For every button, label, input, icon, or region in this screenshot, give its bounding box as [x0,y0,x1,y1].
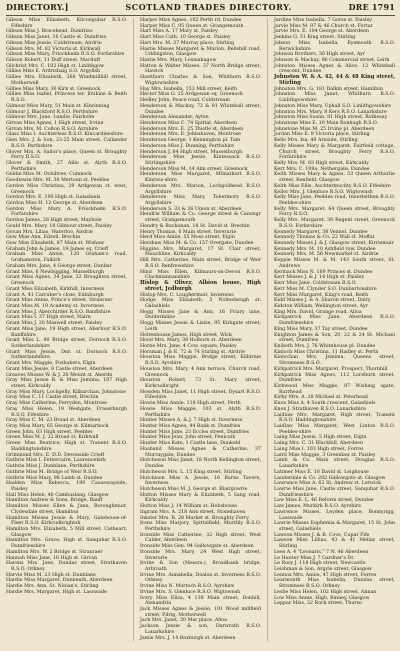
column-divider [133,18,134,641]
directory-entry: Green John, 63 High street, Peebles [6,429,93,435]
directory-entry: Hedley John, Peace road, Coldstream [140,98,230,104]
directory-entry: Kermack Miss N. 189 Princes st. Dundee [274,269,373,275]
directory-entry: Gray Miss Jessie R. & Miss Jemima, 107 High street, Kirkcaldy [6,378,127,389]
directory-entry: Grant Miss Elizabeth, Kirkhill, Inverness [6,286,105,292]
directory-entry: Hamilton Andrew & Sons, Bridge, Banff [6,498,103,504]
directory-entry: Hamilton Mrs. Grace, High st. Sanquhar R.S.O. Dumfriesshire [6,538,127,550]
directory-entry: Grant Miss Annie, Prince's street, Stranraer [6,298,113,304]
directory-entry: Gilmour Miss Mary, 51 Main st. Kilwinning [6,103,110,109]
directory-entry: Irvine Miss N. Murtoch R.S.O. Ayrshire [140,584,235,590]
directory-entry: Grant Miss M. 19 Academy st. Inverness [6,303,104,309]
directory-entry: Graham Mrs. Jane, 4 George street, Dunbar [6,263,112,269]
directory-entry: Goldie Miss M. Ochiltree, Cumnock [6,172,92,178]
directory-entry: Green Miss Beatrice, High st. Tranent R.S.O. Haddingtonshire [6,441,127,452]
directory-entry: Laidlaw Miss Margaret, West Linton R.S.O. Peebles-shire [274,424,395,435]
directory-columns [6,18,395,641]
directory-entry: Hall Miss Helen, 46 Cambuslang, Glasgow [6,492,109,498]
directory-entry: Kidd Misses J. & A. Sharon street, Dalry [274,298,371,304]
page-title: SCOTLAND TRADES DIRECTORY. [125,2,292,12]
directory-entry: Guthrie Miss J. Dunblane, Perthshire [6,464,95,470]
directory-entry: Knibeth Mrs. J. 76 Whitehouse pl. Dundee [274,343,376,349]
directory-entry: Grant Miss Jessie, Dnr. st. Dornoch R.S.O. Sutherlandshire [6,349,127,361]
directory-entry: Kinlochan Mrs. Jemima, Queens street, Stromness R.S.O. [274,355,395,367]
directory-entry: Irvine Mrs. S. Glenluce R.S.O. Wigtownsh [140,589,241,595]
directory-entry: Hendry & Buchanan, 18 St. David st. Brechin [140,223,250,229]
directory-entry: Gordon Miss H. 12 George st. Aberdeen [6,201,103,206]
directory-entry: Grant Miss, 6 Newbigging, Musselburgh [6,269,105,275]
directory-entry: Inkster Mrs. R. 28 Market st. Broughty Ferry [140,515,249,521]
directory-entry: Jack Mrs. Janet, 30 Mar place, Alloa [140,618,227,624]
directory-entry: Lawrie Misses Euphemia & Margaret, 15 St. John street, Galashiels [274,521,395,532]
directory-entry: Girvan Miss Agnes, 1 High street, Irvine [6,120,104,126]
directory-entry: Kirkpatrick Miss Agnes, 112 Loreburn street, Dumfries [274,372,395,384]
directory-entry: Ivory Miss Eliza, 4 138 Main street, Bonhill, Alexandria [140,595,261,607]
directory-entry: Latimer Miss E. 10 David st. Leighouse [274,469,369,475]
directory-entry: Kirkwood Miss Maggie, 87 Wishing sgate, Barrhead [274,384,395,395]
directory-entry: Kennedy Margaret, 38 Vennel, Dundee [274,229,368,235]
directory-entry: Jarvie Mrs. E. 104 George st. Aberdeen [274,29,369,35]
directory-entry: Johnston W. & A. 42, 44 & 48 King street, Stirling [274,74,395,86]
directory-entry: Henderson Mrs. E. 25 Thistle st. Aberdeen [140,126,244,132]
directory-entry: Kelly Mrs. Margaret, 64 Queen street, Broughty Ferry R.S.O. [274,206,395,218]
directory-entry: Henderson & Mackay, 72 & 81 Whitehall street, Dundee [140,103,261,115]
directory-entry: Hardie Mrs. Ann, St. Ninian's, Stirling [6,584,99,590]
directory-entry: Goodlewin Mrs. M. 30 Mertoun st. Peebles [6,178,110,184]
directory-entry: Henderson Mrs. E. Johnshaven, Montrose [140,132,241,138]
directory-entry: Lawson Misses J. & B. Cove, Cupar Fife [274,532,370,538]
directory-entry: Lawrie Miss Jane, Castle street, Sanquhar R.S.O. Dumfriesshire [274,486,395,498]
directory-entry: Hogg Misses Jessie & Lizzie, 95 Kirkgate street, Leith [140,321,261,332]
directory-entry: Hood Mrs. Mary, 38 Holburn st. Aberdeen [140,338,242,344]
directory-entry: Gibson Miss J. Bracehead, Dumfries [6,29,93,35]
directory-entry: Grant Miss I. 37 High street, Nairn [6,315,91,321]
directory-entry: Hutton Miss J. 14 William st. Hobsbouse [140,504,238,510]
directory-entry: Grant Miss Jessie, 8 Castle street, Aberdeen [6,366,113,372]
directory-entry: Grimmond Mrs. E. D.D. Devonside Crieff [6,452,105,458]
directory-entry: Hart Mrs. M. 37 Murray place, Stirling [140,40,235,46]
directory-entry: Law Miss E. L. 46 Reform street, Dundee [274,498,374,504]
directory-entry: Harper Miss C. 95 Queen st. Grangemouth [140,23,244,29]
directory-entry: Gow Miss Ann, Edzell, Brechin [6,235,81,241]
directory-entry: Johnston Mrs. G. 181 Dalkin street, Hamilton [274,86,384,92]
directory-entry: Henderson Miss M. 14 Alm street, Greenock [140,166,248,172]
directory-entry: Lamb & Co. Main street, Douglas R.S.O. Lanarkshire [274,458,395,470]
directory-entry: Kennedy Misses J. & J. Glasgow street, Kirriemuir [274,241,394,247]
directory-entry: Johnston Miss Mary, Uphall S.O. Linlithgowshire [274,103,391,109]
directory-entry: Gordon James, 28 High street, Mayhole [6,218,102,224]
directory-entry: Johnson & Mackay, 96 Commercial street, Leith [274,58,390,64]
directory-entry: Hannah Miss Jane, 18 High st. Girvan [6,555,98,561]
directory-entry: Hogg Misses Jane & Ann, 16 Friary lane, Dunfermline [140,309,261,321]
directory-entry: Kerr Miss Margaret, King's road, Beith [274,292,369,298]
directory-entry: Kennedy Mrs. M. 10 Ashfield row, Dundee [274,246,376,252]
directory-entry: Keith Miss Ellis, Auchtermuchty R.S.O. Fifeshire [274,183,391,189]
directory-entry: Henderson Miss Jessie, Kintessack R.S.O. Stirlingshire [140,155,261,166]
directory-entry: Knox Miss A. 4 South crescent, Galashiels [274,401,376,407]
directory-entry: Hunter Miss Agnes, 44 Bank st. Dumfries [140,424,241,430]
directory-entry: Hunter Miss Jane, 23 Eccles street, Dumfries [140,429,250,435]
directory-entry: Leppar Miss, 32 Rock street, Thurso [274,601,362,607]
directory-entry: Hamilton Mrs. Elizabeth, 5 Mill street, Catheart, Glasgow [6,526,127,538]
directory-entry: Leslie Miss Helen, 102 High street, Annan [274,589,377,595]
directory-entry: Ironside Miss Gen. 94 Gallowgate st. Aberdeen [140,544,254,550]
directory-entry: Grant A. 41 Carruber's close, Edinburgh [6,292,104,298]
directory-entry: Kirby Mrs. A. 28 Michael st. Peterhead [274,395,368,401]
directory-entry: Gillies Miss Isabel, Princess ter. Erskine & Beith R.S.O. [6,92,127,104]
directory-entry: Gibson Miss Elizabeth, Kilcongubar R.S.O. Fifeshire [6,18,127,29]
directory-entry: Hatton & Walter Misses, 37 North Bridge street, Hawick [140,63,261,75]
directory-entry: Jardine Miss Isabella, 7 Gorse st. Paisley [274,18,372,23]
directory-entry: Johnstone Miss E. 10 Main Bonhugh R.S.O. [274,120,379,126]
directory-entry: Hardie Miss Margaret, Dunbeath, Aberdeen [6,578,113,584]
directory-entry: Hutton Misses Mary & Elizabeth, 5 Sang road, Kirkcaldy [140,492,261,504]
directory-entry: Hadden Miss Rebecca, 190 Causewayside, Paisley [6,481,127,492]
directory-entry: Henry Thomas, 6 Main street, Inverurie [140,229,237,235]
directory-entry: Gillies Miss Mary, 36 Kirk st. Greenock [6,86,101,92]
directory-entry: Hodge Miss Elizabeth, 5 Noltesheugh st. Galashiels [140,298,261,309]
directory-entry: Hunter Miss Jean, John street, Penicuik [140,435,236,441]
directory-entry: Knox J. Strathaven R.S.O. Lanarkshire [274,406,366,412]
directory-entry: Johnston Mrs. Mary, 8 Kers R.S.O. Lanarkshire [274,109,387,115]
directory-column-3 [274,18,395,641]
directory-entry: Laing Mrs. C. 31 Blackhill, Aberdeen [274,441,364,447]
directory-entry: Knighton James & Son, 20, 22 & 24 St. Michael street, Dumfries [274,332,395,344]
directory-entry: Gow Miss Elizabeth, 87 Main st. Wishaw [6,241,105,247]
directory-entry: Henderson Mrs. Marion, Lochgoilhead R.S.O. Argyllshire [140,183,261,195]
directory-entry: Hunter Misses A. & J. 7 High st. Inverness [140,418,243,424]
directory-entry: Gibson Miss Janet, 16 Castle st. Dumfries [6,35,107,41]
directory-entry: Jordan Miss E. 9 Victoria place, Stirling [274,132,370,138]
directory-entry: Kennedy Mrs. M. 56 Newmarket st. Airdrie [274,252,379,258]
directory-entry: Govan Mrs. Lilias, Waterloo, Airdrie [6,229,93,235]
directory-entry: Houston Mrs. Mary, 4 Ann terrace, Church road, Greenock [140,366,261,378]
directory-entry: Johnson Brothers, 30 High street, Ayr [274,52,366,58]
directory-entry: Gibson Miss Jessie, Coldstream, Airdrie [6,40,102,46]
directory-entry: Jenkins G. 51 King street, Stirling [274,35,356,41]
directory-entry: Kirkpatrick Miss Jane, Aberdeen R.S.O. Dumfriesshire [274,315,395,327]
directory-entry: Hawthorn Charles & Son, Whithorn R.S.O. Wigtownshire [140,75,261,86]
directory-entry: Kelly Mrs. Margaret, 38 Regent street, Greenock R.S.O. Forfarshire [274,218,395,229]
directory-entry: Gray Miss Helen, 19 Westgate, Fraserburgh R.S.O. Fifeshire [6,406,127,418]
directory-entry: Henderson Miss Margaret, Milnathort R.S.O. Kinross-shire [140,172,261,184]
directory-entry: Gillies Miss E. Ardrishaig S.O. Argyllsh [6,69,101,75]
directory-entry: Hershaw Miss M. & Co. 157 Overgate, Dundee [140,241,254,247]
directory-entry: Horne Mrs. Jane, 4 Cow, square, Paisley [140,343,237,349]
directory-entry: Kidston William, Wellington street, Ayr [274,303,368,309]
directory-entry: Hendrie William & Co. George street & Canongr street, Grangemouth [140,212,261,224]
directory-entry: Hutcheson Mrs. L. 15 King street, Stirling [140,469,242,475]
directory-entry: Low Miss Annie, High, Binney, Glasgow [274,595,370,601]
directory-entry: Gray Miss Mary, 65 George st. Kilmarnock [6,424,109,430]
directory-entry: Glass Miss I. Auchterless R.S.O. Kincardineshire [6,132,123,138]
directory-entry: Jarvie Miss M. 97 & 46 Church st. Fortar [274,23,373,29]
directory-entry: Howden Miss Janet, 11 High street, Dysart R.S.O. Fifeshire [140,389,261,401]
directory-entry: Ironside Miss Catherine, 32 High street, West Calder, Aberdeen [140,532,261,544]
directory-entry: Gibson Mrs. M. 82 Victoria st. Kirkwall [6,46,101,52]
directory-entry: Ironside Mrs. Mary, 24 West High street, Inverurie [140,549,261,561]
directory-entry: Hutcheson Miss Janet, 18 North Kellington street, Dundee [140,458,262,470]
directory-entry: Kerr Misses J. & J. 14 High st. Paisley [274,275,365,281]
directory-entry: Hector Miss G. 15 Ardgowan sq. Greenock [140,92,243,98]
directory-entry: Laing Miss I. 103 High street, Forres [274,446,364,452]
directory-entry: Hastie Misses Margaret & Marion, Bellshill road, Uddingston, Glasgow [140,46,261,58]
directory-entry: Henderson S. 33 & 36 Union st. Aberdeen [140,206,242,212]
directory-entry: Gray Miss C. 11 Castle street, Brechin [6,395,99,401]
directory-entry: Grant Miss Jane, 19 High street, Aberlour R.S.O. Banffshire [6,326,127,338]
directory-entry: Le Hunter Miss J. 7 Gardner's Dr. [274,555,355,561]
directory-entry: Kerr Miss Jane, Coldstream R.S.O. [274,281,357,287]
directory-entry: Hart Miss Cath. 10 George st. Paisley [140,35,231,41]
directory-entry: Hislop & Oliver, Albion house, High street, Jedburgh [140,280,261,292]
directory-entry: Gould Mrs. Mary, 18 Gilmour street, Paisley [6,223,112,229]
directory-entry: Keith Misses Mary & Agnes, 33 Queen Arthurlie street, Renfield, Glasgow [274,172,395,184]
directory-entry: Lennox Mrs. Annie, 47 High street, Forres [274,572,377,578]
directory-entry: Johnston Misses Agnes & Alice, 12 Whitehall crescent, Dundee [274,63,395,75]
directory-entry: Hill Mrs. Catherine, Main street, Bridge of Weir R.S.O. Renfrewshire [140,258,261,269]
directory-entry: Howie Miss Annie, 118 High street, Perth [140,401,241,407]
directory-entry: Grant Miss J. Aberchirder R.S.O. Banffshire [6,309,111,315]
directory-entry: Kerr Miss M. Clynder S.O. Dunbartonshire [274,286,377,292]
directory-entry: Guthrie Miss I. Fettercairn, Laurencekirk [6,458,106,464]
directory-entry: Johnstone Miss M. 25 Irvine pl. Aberdeen [274,126,375,132]
directory-entry: Houston Miss Maggie, Bridge street, Kilbirnie R.S.O. Ayrshire [140,355,261,367]
directory-entry: Henderson Alexander, Ayton [140,115,209,121]
directory-entry: Jamie Mrs. J. 14 Roxburgh st. Aberdeen [140,635,236,641]
directory-entry: Keller Mrs. J. Glenluce R.S.O. Wigtownsh [274,189,373,195]
directory-column-2 [140,18,261,641]
directory-entry: Gibson Miss Mary, Friockheim R.S.O. Forfarshire [6,52,125,58]
directory-entry: Harper Miss Agnes, 102 Perth rd. Dundee [140,18,242,23]
directory-entry: Graham John & James, 19 James sq. Crieff [6,246,109,252]
directory-entry: Harvie Miss M. 23 High st. Dunblane [6,572,96,578]
directory-entry: Lauderdale & Co. 282 Gallowgate at. Glasgow [274,475,386,481]
directory-entry: Gordon Miss Mary A. Friockheim R.S.O. Forfarshire [6,206,127,218]
page-number: DRE 1791 [348,2,395,12]
header-rule [6,15,395,16]
directory-entry: Grant Miss L. 80 Bridge street, Dornoch R.S.O. Sutherlandshire [6,338,127,349]
directory-entry: Hutcheson Miss M. J. George st. Blairgowrie [140,486,248,492]
directory-entry: King Miss Mary, 37 Tay street, Dundee [274,326,368,332]
directory-entry: Gibson Robert, 11 Duff street, Macduff [6,58,101,64]
directory-entry: Henderson Miss Mary, Tobermory R.S.O. Argyllshire [140,195,261,206]
directory-entry: Le Rusy J. 118 High street, Newcastle [274,561,366,567]
directory-entry: Henderson J. 84 High street, Musselburgh [140,149,243,155]
directory-entry: Ingram Mrs. A. 218 Ann street, Stonehaven [140,509,246,515]
directory-entry: Laidlaw Mrs. Margaret, High street, Tranent R.S.O. Haddingtonshire [274,412,395,424]
directory-entry: Hay Mrs. Isabella, 153 Mill street, Keith [140,86,238,92]
directory-entry: Henderson Miss J. Dunning, Perthshire [140,143,235,149]
directory-entry: Hutchison Miss A. Jessie, 16 Burns Tavern, Inverness [140,475,261,487]
directory-entry: Hind Miss Ellen, Kilmaurs-on-Devon R.S.O. Clackmannanshire [140,269,261,281]
directory-entry: Kinloch Miss Christina, 11 Hadley st. Perth [274,349,379,355]
directory-entry: Graham Miss Annie, 120 Graham's road, Grahamston, Falkirk [6,252,127,264]
directory-entry: Holtenhouse James, High street, Wick [140,332,232,338]
directory-entry: Kennedy Thomas & Co. 22 Wall st. Moffat [274,235,375,241]
directory-entry: Johnston Miss Janet, Whitburn R.S.O. Linlithgowshire [274,92,395,104]
section-label: DIRECTORY.] [6,2,69,12]
directory-entry: Jack Misses Agnes & Jessie, 101 Wood millfield street, Pilrig, Motherwell [140,607,261,618]
directory-entry: Kerr Mrs. C. 108a, Nethergate, Dundee [274,166,370,172]
directory-entry: Law James, Murkirk R.S.O. Ayrshire [274,504,361,510]
directory-entry: Glover Mrs. A. Sailor's place, Queen st. Broughty Ferry R.S.O. [6,149,127,161]
directory-entry: Gray Miss Catherine, Ferryden, Montrose [6,401,107,407]
directory-entry: Greaves Misses W. & J. 26 Mount st. Aberdn [6,372,113,378]
directory-entry: Jobson Miss Isabella, Eyemouth R.S.O. Berwickshire [274,40,395,52]
directory-entry: Gilmour J. Blackford R.S.O. Perthshire [6,109,98,115]
directory-entry: Gilmour Mrs. Jane, Lundie, Fairholm [6,115,95,121]
directory-entry: Keppie Misses M. & M. 143 South street, St. Andrews [274,258,395,269]
directory-entry: Hamilton Mrs. W. 2 Bridge st. Stranraer [6,549,103,555]
directory-entry: Kirkpatrick Mrs. Margaret, Prospect, Thornhill [274,366,388,372]
directory-entry: Henderson George, 1 Kennington pl. Tain [140,138,241,144]
directory-entry: Jackson Jessie & son, Darwrath R.S.O. Lanarkshire [140,624,261,635]
directory-column-1 [6,18,127,641]
directory-entry: Leishman & Son, Argyle street, Glasgow [274,567,372,572]
directory-entry: Hunter Miss Kate, 1 Castle lane, Dunkeld [140,441,241,447]
directory-entry: Lawson Miss Lillias, 43 & 41 Mellay street, Stirling [274,538,395,550]
directory-entry: Laing Miss Jessie, 5 High street, Elgin [274,435,367,441]
directory-entry: Hamilton Misses Ellen & Jane, Boroughmuir, Clydesdale street, Hamilton [6,504,127,515]
directory-entry: Gilchrist Mrs. C. 102 High st. Linlithgow [6,63,105,69]
directory-entry: Higgins Mrs. Margaret, 17 St. Clair street, Mauchline, Kirkcaldy [140,246,261,258]
column-divider [267,18,268,641]
directory-entry: Girvan Mrs. M. Colton R.S.O. Ayrshire [6,126,99,132]
directory-entry: Gordon Miss Christina, 29 Ardgowan st. west, Greenock [6,183,127,195]
directory-entry: Lawrence Miss A. 62 St. Andrew st. Lerwick [274,481,382,487]
directory-entry: Hart Miss A. 17 Mary st. Paisley [140,29,218,35]
directory-entry: Irons Miss Marjory, Spittalfield, Murthly R.S.O. Perthshire [140,521,261,532]
directory-entry: Irvine & Son (Messrs.), Broadbank bridge, Arbroath [140,561,261,572]
directory-entry: Hamilton Misses Jessie & Mary, Gatehouse-of-Fleet R.S.O. Kirkcudbrightsh [6,515,127,527]
directory-entry: Grant Miss J. 20 Maxwell street, Paisley [6,321,103,327]
directory-entry: Grant Miss Agnes, 34 Jane, 22 Broughton street, Greenock [6,275,127,287]
directory-entry: Houston Robert, 73 St. Mary street, Kirkcudbright [140,378,261,389]
directory-entry: Kello Mrs. Isa, 48 Arnside, Stirling [274,138,358,144]
directory-entry: Husband Misses Agnes & Catherine, 37 Murraygate, Dundee [140,446,261,458]
directory-entry: Gray Miss C. M. 23 Broad st. Aberdeen [6,418,101,424]
directory-entry: Harens Mrs. Jane, Dundas street, Strathaven R.S.O. Orkney [6,561,127,572]
directory-entry: Learmonth Miss Isabella, Dundas street, Stromness R.S.O. Orkney [274,578,395,590]
directory-entry: Hislop Mrs. C. Loughermuir, Inverness [140,292,234,298]
directory-entry: Kelly Miss Jane, Peebles road, Innerleithen R.S.O. Peebles-shire [274,195,395,206]
directory-entry: Lees A. 4 "Leonaris," 7 N. 46 Aberdeen [274,549,369,555]
directory-entry: Gray Miss Mary, Lochgelly, Kilbarchan, Johnstone [6,389,126,395]
directory-entry: Hardie Mrs. Margaret, High st. Lasswade [6,589,107,595]
directory-entry: Green Miss M. J. 22 Broad st. Kirkwall [6,435,99,441]
directory-entry: Kelly Misses Mary & Margaret, Fairfield cottage, Church street, Broughty Ferry R.S.O. Forfarshire [274,143,395,161]
directory-entry: Glen Mrs. J. & Son, 23-25 Main street, Callander R.S.O. Perthshire [6,138,127,149]
directory-entry: Kelly Mrs. M. 83 High street, Kirkcaldy [274,160,369,166]
directory-entry: Glover & Smith, 27 Ailie st. Alyth R.S.O. Perthshire [6,160,127,172]
directory-entry: Guthrie Miss M. Bridge of Weir R.S.O. [6,469,98,475]
directory-entry: Gordon Mrs. E. 190 High st. Galashiels [6,195,101,201]
directory-entry: Howie Miss Maggie, 103 st. Alyth R.S.O. Perthshire [140,406,261,418]
directory-entry: King Mrs. David, Grange road, Alloa [274,309,362,315]
directory-entry: Gillies Mrs. Elizabeth, 268 Windmillhill street, Motherwell [6,75,127,86]
page-header [6,0,395,14]
directory-entry: Lawrence Misses, Leyden place, Bonnyrigg, Lasswade [274,509,395,521]
directory-entry: Grant Mrs. Maggie, Foshabers, Elgin [6,361,96,367]
directory-entry: Johnston Miss Susan, 81 High street, Rothesay [274,115,388,121]
directory-entry: Horsman J. & E. 72 & 74 Stirling st. Airdrie [140,349,246,355]
directory-entry: Laird Miss Maggie, 3 Greenlaw st. Paisley [274,452,376,458]
directory-entry: Herd Miss Annie, 55 Moss street, Elgin [140,235,235,241]
directory-entry: Guthrie Miss Mary, 98 Lamb st. Dundee [6,475,103,481]
directory-entry: Hastie Mrs. Mary, Lesmahagow [140,58,217,64]
directory-entry: Henderson Miss C. 74 Spittal, Aberdeen [140,120,238,126]
directory-entry: Irvine Mrs. Annabella, Doaloa st. Inverness R.S.O. Orkney [140,572,261,584]
